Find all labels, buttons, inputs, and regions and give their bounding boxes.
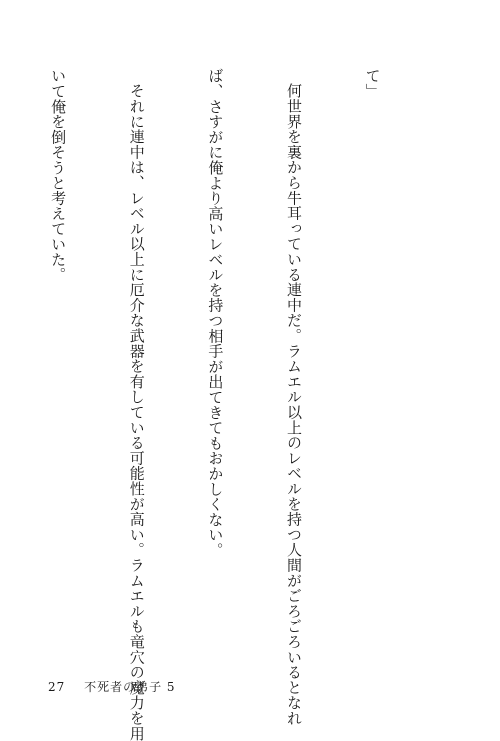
page-footer [48,678,176,695]
text-line: て」 [363,68,382,99]
page-number: 27 [48,680,66,694]
text-line: それに連中は、レベル以上に厄介な武器を有している可能性が高い。ラムエルも竜穴の魔力を用 [127,83,146,741]
running-title: 不死者の弟子 5 [84,680,176,694]
text-line: いて俺を倒そうと考えていた。 [49,68,68,283]
text-line: 何世界を裏から牛耳っている連中だ。ラムエル以上のレベルを持つ人間がごろごろいるとなれ [284,83,303,726]
text-line: ば、さすがに俺より高いレベルを持つ相手が出てきてもおかしくない。 [206,68,225,558]
